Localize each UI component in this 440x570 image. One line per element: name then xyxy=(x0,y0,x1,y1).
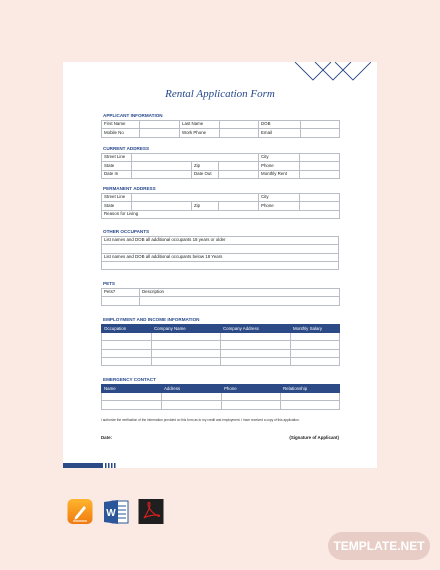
form-title: Rental Application Form xyxy=(165,88,275,100)
table-cell[interactable] xyxy=(222,401,281,409)
first-name-field[interactable] xyxy=(140,121,180,129)
form-page xyxy=(63,62,377,468)
work-phone-label: Work Phone xyxy=(180,129,220,137)
phone-label: Phone xyxy=(259,162,300,170)
email-label: Email xyxy=(259,129,301,137)
monthly-rent-field[interactable] xyxy=(300,170,340,178)
mobile-field[interactable] xyxy=(140,129,180,137)
table-cell[interactable] xyxy=(291,349,340,357)
pets-heading: PETS xyxy=(103,281,115,286)
perm-city-label: City xyxy=(259,194,300,202)
phone-field[interactable] xyxy=(300,162,340,170)
col-name: Name xyxy=(102,385,162,393)
col-address: Address xyxy=(162,385,222,393)
word-icon[interactable] xyxy=(103,498,129,526)
table-cell[interactable] xyxy=(162,393,222,401)
city-field[interactable] xyxy=(300,154,340,162)
perm-street-line-label: Street Line xyxy=(102,194,132,202)
signature-row xyxy=(101,435,339,440)
date-label: Date: xyxy=(101,435,112,440)
table-cell[interactable] xyxy=(221,357,291,365)
occupants-adult-label: List names and DOB all additional occupants 18 years or older xyxy=(102,237,339,245)
template-watermark: TEMPLATE.NET xyxy=(328,532,430,560)
date-out-label: Date Out xyxy=(192,170,219,178)
pets-field[interactable] xyxy=(102,297,140,305)
current-address-heading: CURRENT ADDRESS xyxy=(103,146,150,151)
date-out-field[interactable] xyxy=(219,170,259,178)
pages-icon[interactable] xyxy=(67,498,93,526)
pets-table xyxy=(101,288,340,306)
pets-description-field[interactable] xyxy=(140,297,340,305)
permanent-address-table xyxy=(101,193,340,219)
perm-phone-field[interactable] xyxy=(300,202,340,210)
pdf-icon[interactable] xyxy=(138,498,164,526)
zip-field[interactable] xyxy=(219,162,259,170)
occupants-minor-field[interactable] xyxy=(102,261,339,269)
col-phone: Phone xyxy=(222,385,281,393)
table-cell[interactable] xyxy=(281,393,340,401)
table-cell[interactable] xyxy=(102,333,152,341)
table-cell[interactable] xyxy=(162,401,222,409)
table-cell[interactable] xyxy=(152,333,221,341)
table-cell[interactable] xyxy=(291,357,340,365)
reason-for-living-field[interactable]: Reason for Living xyxy=(102,210,340,218)
occupants-minor-label: List names and DOB all additional occupants below 18 Years xyxy=(102,253,339,261)
table-cell[interactable] xyxy=(221,349,291,357)
col-relationship: Relationship xyxy=(281,385,340,393)
chevron-decoration xyxy=(293,62,371,86)
table-cell[interactable] xyxy=(102,357,152,365)
perm-phone-label: Phone xyxy=(259,202,300,210)
table-cell[interactable] xyxy=(221,333,291,341)
col-occupation: Occupation xyxy=(102,325,152,333)
table-row xyxy=(102,401,340,409)
table-row xyxy=(102,349,340,357)
col-company-name: Company Name xyxy=(152,325,221,333)
table-cell[interactable] xyxy=(152,349,221,357)
occupants-adult-field[interactable] xyxy=(102,245,339,253)
dob-label: DOB xyxy=(259,121,301,129)
table-row xyxy=(102,357,340,365)
dob-field[interactable] xyxy=(301,121,340,129)
footer-bar xyxy=(63,463,103,468)
last-name-label: Last Name xyxy=(180,121,220,129)
col-monthly-salary: Monthly Salary xyxy=(291,325,340,333)
table-row xyxy=(102,393,340,401)
employment-heading: EMPLOYMENT AND INCOME INFORMATION xyxy=(103,317,200,322)
perm-street-line-field[interactable] xyxy=(132,194,259,202)
table-row xyxy=(102,333,340,341)
table-cell[interactable] xyxy=(221,341,291,349)
current-address-table xyxy=(101,153,340,179)
state-label: State xyxy=(102,162,132,170)
perm-zip-field[interactable] xyxy=(219,202,259,210)
applicant-table xyxy=(101,120,340,138)
pets-label: Pets? xyxy=(102,289,140,297)
first-name-label: First Name xyxy=(102,121,140,129)
table-cell[interactable] xyxy=(291,333,340,341)
permanent-address-heading: PERMANENT ADDRESS xyxy=(103,186,156,191)
table-cell[interactable] xyxy=(291,341,340,349)
state-field[interactable] xyxy=(132,162,192,170)
other-occupants-table xyxy=(101,236,339,270)
last-name-field[interactable] xyxy=(220,121,259,129)
emergency-table xyxy=(101,384,340,410)
perm-state-label: State xyxy=(102,202,132,210)
table-cell[interactable] xyxy=(102,341,152,349)
date-in-label: Date In xyxy=(102,170,132,178)
table-cell[interactable] xyxy=(152,341,221,349)
perm-state-field[interactable] xyxy=(132,202,192,210)
signature-label: (Signature of Applicant) xyxy=(289,435,339,440)
table-cell[interactable] xyxy=(102,393,162,401)
work-phone-field[interactable] xyxy=(220,129,259,137)
city-label: City xyxy=(259,154,300,162)
pets-description-label: Description xyxy=(140,289,340,297)
table-row xyxy=(102,341,340,349)
emergency-heading: EMERGENCY CONTACT xyxy=(103,377,156,382)
street-line-label: Street Line xyxy=(102,154,132,162)
zip-label: Zip xyxy=(192,162,219,170)
table-cell[interactable] xyxy=(102,349,152,357)
perm-city-field[interactable] xyxy=(300,194,340,202)
table-cell[interactable] xyxy=(152,357,221,365)
table-cell[interactable] xyxy=(222,393,281,401)
table-cell[interactable] xyxy=(281,401,340,409)
col-company-address: Company Address xyxy=(221,325,291,333)
other-occupants-heading: OTHER OCCUPANTS xyxy=(103,229,150,234)
table-cell[interactable] xyxy=(102,401,162,409)
employment-table xyxy=(101,324,340,366)
monthly-rent-label: Monthly Rent xyxy=(259,170,300,178)
mobile-label: Mobile No xyxy=(102,129,140,137)
footer-stripes xyxy=(105,463,117,468)
street-line-field[interactable] xyxy=(132,154,259,162)
applicant-heading: APPLICANT INFORMATION xyxy=(103,113,163,118)
authorization-text: I authorize the verification of the information provided on this form as to my credit and employment. I have received a copy of this application. xyxy=(101,418,300,422)
svg-text:W: W xyxy=(106,508,116,519)
date-in-field[interactable] xyxy=(132,170,192,178)
perm-zip-label: Zip xyxy=(192,202,219,210)
email-field[interactable] xyxy=(301,129,340,137)
